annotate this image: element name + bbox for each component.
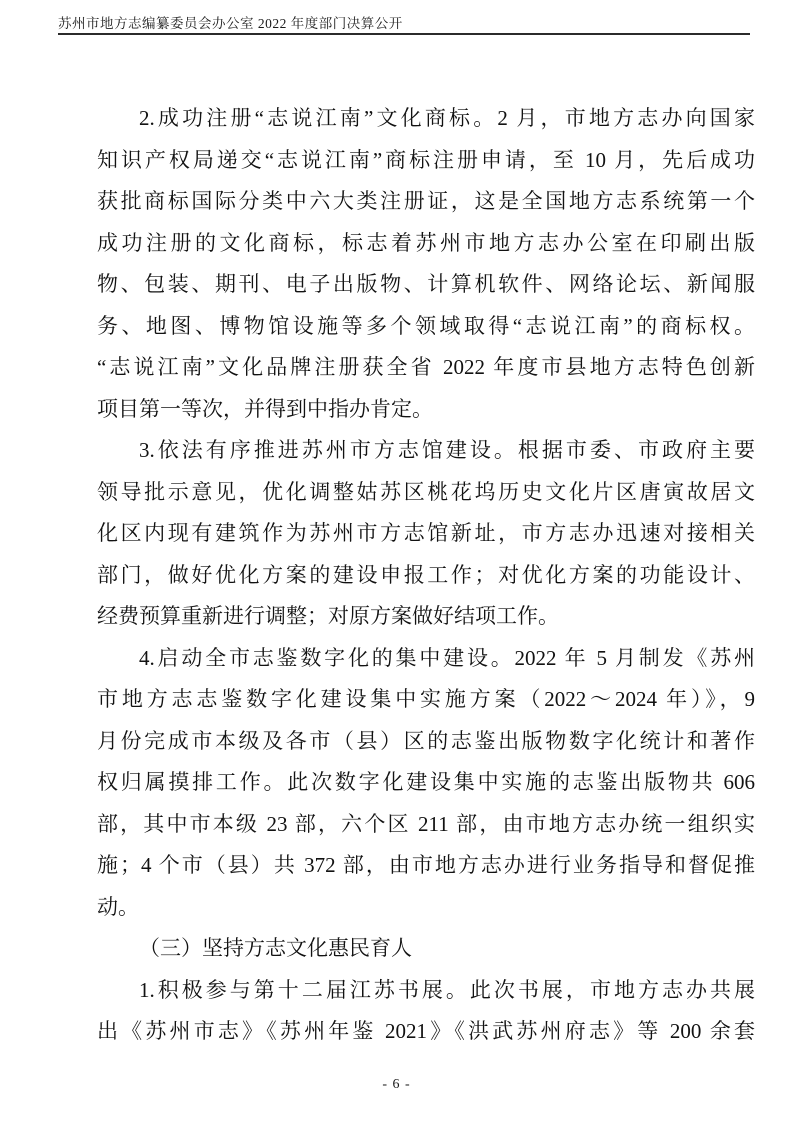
page-number: - 6 - bbox=[382, 1077, 411, 1092]
text-line: 部，其中市本级 23 部，六个区 211 部，由市地方志办统一组织实 bbox=[97, 811, 755, 836]
text-line: “志说江南”文化品牌注册获全省 2022 年度市县地方志特色创新 bbox=[97, 355, 755, 379]
paragraph bbox=[97, 970, 755, 1053]
text-line: 经费预算重新进行调整；对原方案做好结项工作。 bbox=[97, 604, 559, 628]
text-line: 权归属摸排工作。此次数字化建设集中实施的志鉴出版物共 606 bbox=[97, 770, 755, 794]
text-line: 月份完成市本级及各市（县）区的志鉴出版物数字化统计和著作 bbox=[97, 728, 755, 753]
text-line: 2.成功注册“志说江南”文化商标。2 月，市地方志办向国家 bbox=[139, 106, 755, 130]
text-line: 物、包装、期刊、电子出版物、计算机软件、网络论坛、新闻服 bbox=[97, 272, 755, 296]
header-title: 苏州市地方志编纂委员会办公室 2022 年度部门决算公开 bbox=[58, 16, 403, 31]
text-line: 3.依法有序推进苏州市方志馆建设。根据市委、市政府主要 bbox=[139, 438, 755, 462]
document-body bbox=[97, 98, 755, 1053]
text-line: 知识产权局递交“志说江南”商标注册申请，至 10 月，先后成功 bbox=[97, 147, 755, 172]
text-line: 部门，做好优化方案的建设申报工作；对优化方案的功能设计、 bbox=[97, 562, 755, 587]
section-heading bbox=[97, 928, 755, 970]
paragraph bbox=[97, 638, 755, 929]
paragraph bbox=[97, 430, 755, 638]
text-line: 化区内现有建筑作为苏州市方志馆新址，市方志办迅速对接相关 bbox=[97, 521, 755, 545]
text-line: 4.启动全市志鉴数字化的集中建设。2022 年 5 月制发《苏州 bbox=[139, 645, 755, 670]
heading-line: （三）坚持方志文化惠民育人 bbox=[139, 936, 412, 960]
text-line: 获批商标国际分类中六大类注册证，这是全国地方志系统第一个 bbox=[97, 189, 755, 213]
page-footer bbox=[0, 1077, 793, 1093]
text-line: 出《苏州市志》《苏州年鉴 2021》《洪武苏州府志》等 200 余套 bbox=[97, 1019, 755, 1043]
text-line: 领导批示意见，优化调整姑苏区桃花坞历史文化片区唐寅故居文 bbox=[97, 479, 755, 504]
text-line: 务、地图、博物馆设施等多个领域取得“志说江南”的商标权。 bbox=[97, 313, 755, 338]
text-line: 项目第一等次，并得到中指办肯定。 bbox=[97, 396, 433, 421]
text-line: 1.积极参与第十二届江苏书展。此次书展，市地方志办共展 bbox=[139, 977, 755, 1002]
text-line: 市地方志志鉴数字化建设集中实施方案（2022～2024 年）》，9 bbox=[97, 687, 755, 711]
text-line: 动。 bbox=[97, 894, 139, 919]
header-rule bbox=[58, 33, 750, 35]
paragraph bbox=[97, 98, 755, 430]
page-header bbox=[58, 15, 750, 33]
text-line: 成功注册的文化商标，标志着苏州市地方志办公室在印刷出版 bbox=[97, 230, 755, 255]
text-line: 施；4 个市（县）共 372 部，由市地方志办进行业务指导和督促推 bbox=[97, 853, 755, 877]
